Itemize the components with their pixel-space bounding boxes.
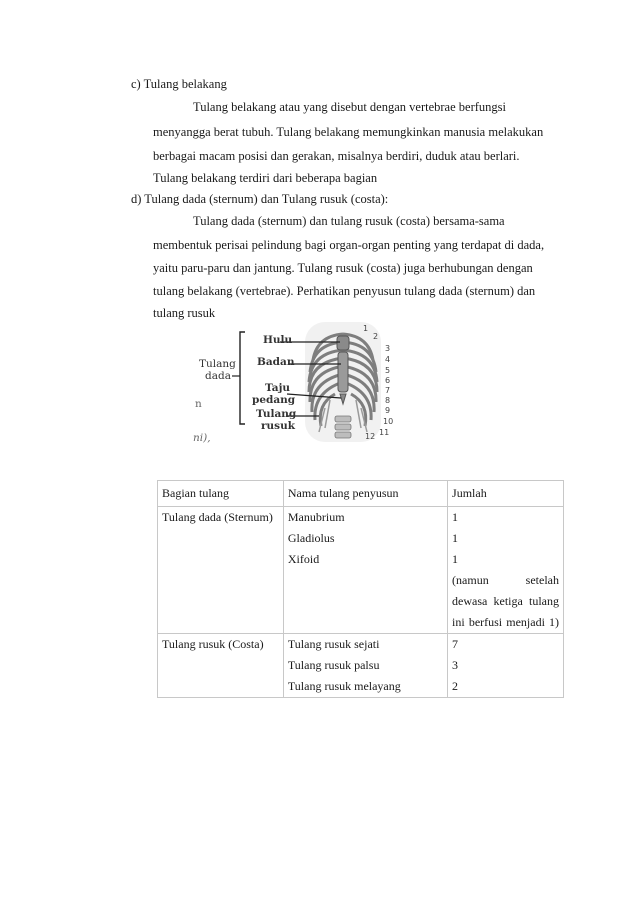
rib-number-1: 1 <box>363 324 369 333</box>
label-tulang-rusuk-1: Tulang <box>256 408 297 420</box>
label-taju: Taju <box>265 382 291 394</box>
name-item: Manubrium <box>287 510 345 524</box>
section-d-line-2: membentuk perisai pelindung bagi organ-organ penting yang terdapat di dada, <box>153 238 545 252</box>
section-d-line-4: tulang belakang (vertebrae). Perhatikan penyusun tulang dada (sternum) dan <box>153 284 536 298</box>
name-item: Tulang rusuk sejati <box>287 637 380 651</box>
table-header-cell: Nama tulang penyusun <box>283 481 447 507</box>
label-hulu: Hulu <box>263 334 293 346</box>
table-header-cell: Jumlah <box>448 481 564 507</box>
part-label: Tulang rusuk (Costa) <box>162 637 264 651</box>
table-cell-names <box>283 507 447 634</box>
section-d-line-1: Tulang dada (sternum) dan tulang rusuk (costa) bersama-sama <box>193 214 505 228</box>
table-cell-names <box>283 634 447 698</box>
count-note: (namun setelah <box>452 573 559 587</box>
ribcage-figure <box>185 320 395 450</box>
name-item: Tulang rusuk melayang <box>287 679 401 693</box>
section-d-line-5: tulang rusuk <box>153 306 216 320</box>
part-label: Tulang dada (Sternum) <box>162 510 273 524</box>
name-item: Xifoid <box>287 552 320 566</box>
label-badan: Badan <box>257 356 295 368</box>
rib-number-9: 9 <box>385 406 391 415</box>
side-fragment-2: ni), <box>193 432 211 444</box>
side-fragment-1: n <box>195 398 202 410</box>
rib-number-5: 5 <box>385 366 391 375</box>
name-item: Tulang rusuk palsu <box>287 658 380 672</box>
section-c-line-4: Tulang belakang terdiri dari beberapa bagian <box>153 171 378 185</box>
count-item: 2 <box>452 679 459 693</box>
count-note: ini berfusi menjadi 1) <box>452 615 559 629</box>
rib-number-6: 6 <box>385 376 391 385</box>
rib-number-3: 3 <box>385 344 391 353</box>
table-cell-counts <box>448 507 564 634</box>
label-tulang-dada-2: dada <box>205 370 231 382</box>
table-cell-part <box>158 634 284 698</box>
table-header-row <box>158 481 564 507</box>
section-c-line-3: berbagai macam posisi dan gerakan, misalnya berdiri, duduk atau berlari. <box>153 149 520 163</box>
rib-number-8: 8 <box>385 396 391 405</box>
count-note: dewasa ketiga tulang <box>452 594 559 608</box>
name-item: Gladiolus <box>287 531 335 545</box>
section-d-heading: d) Tulang dada (sternum) dan Tulang rusuk (costa): <box>131 192 389 206</box>
table-row <box>158 634 564 698</box>
count-item: 1 <box>452 510 459 524</box>
table-cell-counts <box>448 634 564 698</box>
count-item: 7 <box>452 637 459 651</box>
section-c-line-2: menyangga berat tubuh. Tulang belakang memungkinkan manusia melakukan <box>153 125 544 139</box>
rib-number-2: 2 <box>373 332 379 341</box>
rib-number-11: 11 <box>379 428 390 437</box>
section-d-line-3: yaitu paru-paru dan jantung. Tulang rusuk (costa) juga berhubungan dengan <box>153 261 533 275</box>
rib-number-4: 4 <box>385 355 391 364</box>
table-header-cell: Bagian tulang <box>158 481 284 507</box>
count-item: 1 <box>452 531 459 545</box>
label-tulang-rusuk-2: rusuk <box>261 420 295 432</box>
count-item: 3 <box>452 658 459 672</box>
count-item: 1 <box>452 552 459 566</box>
rib-number-12: 12 <box>365 432 376 441</box>
section-c-heading: c) Tulang belakang <box>131 77 227 91</box>
label-pedang: pedang <box>252 394 296 406</box>
rib-number-7: 7 <box>385 386 391 395</box>
section-c-line-1: Tulang belakang atau yang disebut dengan vertebrae berfungsi <box>193 100 506 114</box>
table-cell-part <box>158 507 284 634</box>
label-tulang-dada-1: Tulang <box>199 358 236 370</box>
bones-table <box>157 480 564 698</box>
table-row <box>158 507 564 634</box>
rib-number-10: 10 <box>383 417 394 426</box>
